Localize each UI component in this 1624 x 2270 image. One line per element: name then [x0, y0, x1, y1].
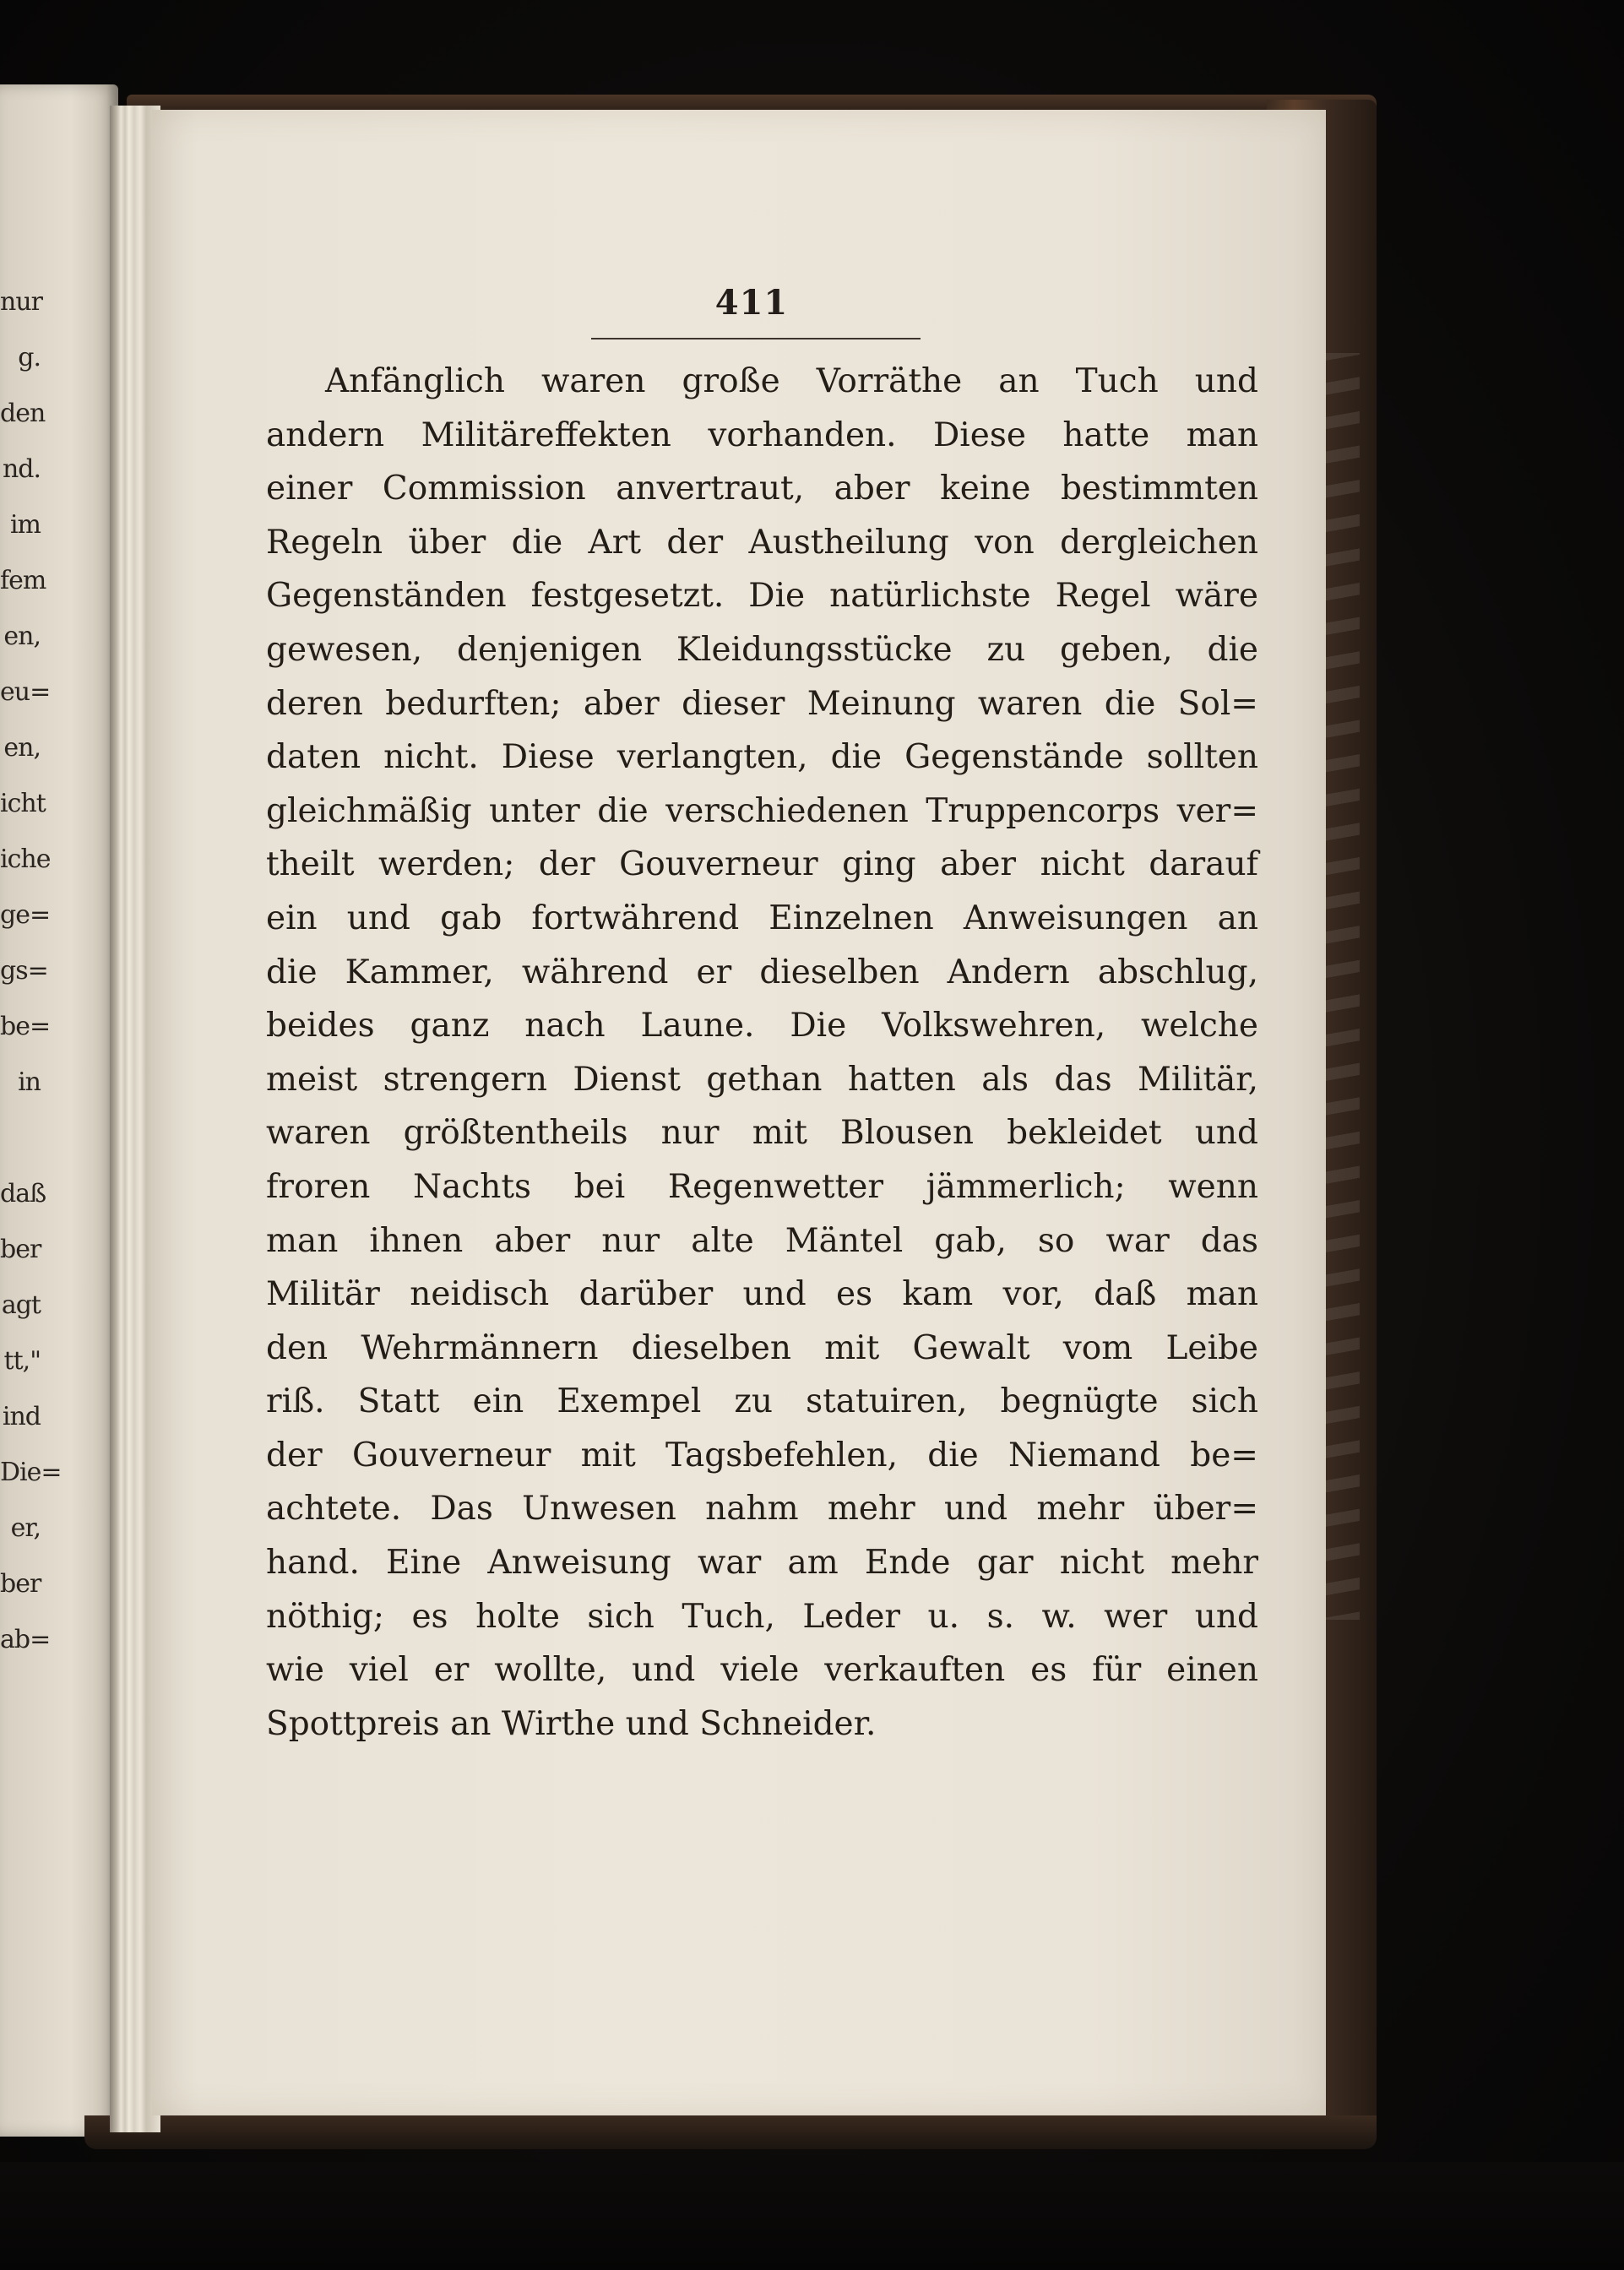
text-line: ein und gab fortwährend Einzelnen Anweisungen an	[266, 899, 1258, 937]
left-page-text-fragment: im	[9, 510, 41, 540]
left-page-text-fragment: ab=	[0, 1625, 51, 1654]
text-line: beides ganz nach Laune. Die Volkswehren, welche	[266, 1007, 1258, 1045]
left-page-text-fragment: in	[18, 1067, 41, 1097]
left-page-text-fragment: nd.	[2, 454, 41, 484]
left-page-text-fragment: ge=	[0, 900, 51, 930]
text-line: gewesen, denjenigen Kleidungsstücke zu geben, die	[266, 630, 1258, 669]
left-page-text-fragment: gs=	[0, 956, 48, 986]
text-line: der Gouverneur mit Tagsbefehlen, die Niemand be=	[266, 1436, 1258, 1474]
left-page-text-fragment: icht	[0, 789, 46, 818]
text-line: wie viel er wollte, und viele verkauften es für einen	[266, 1651, 1258, 1690]
left-page-text-fragment: iche	[0, 844, 51, 874]
text-line: riß. Statt ein Exempel zu statuiren, begnügte sich	[266, 1382, 1258, 1421]
text-line: froren Nachts bei Regenwetter jämmerlich; wenn	[266, 1167, 1258, 1206]
page-number-rule	[591, 338, 921, 339]
left-page-text-fragment: tt,"	[3, 1346, 41, 1376]
left-page-text-fragment: er,	[10, 1513, 41, 1543]
text-line: Gegenständen festgesetzt. Die natürlichste Regel wäre	[266, 577, 1258, 616]
left-page-text-fragment: ber	[0, 1569, 41, 1599]
text-line: daten nicht. Diese verlangten, die Gegenstände sollten	[266, 738, 1258, 777]
left-page-text-fragment: fem	[0, 566, 46, 595]
book-page	[152, 110, 1326, 2115]
text-line: man ihnen aber nur alte Mäntel gab, so war das	[266, 1221, 1258, 1260]
left-page-text-fragment: Die=	[0, 1458, 62, 1487]
left-page-text-fragment: daß	[0, 1179, 46, 1208]
left-page-text-fragment: en,	[3, 622, 41, 651]
text-line: andern Militäreffekten vorhanden. Diese hatte man	[266, 415, 1258, 454]
dark-cloth-background	[0, 2162, 1624, 2270]
left-page-text-fragment: en,	[3, 733, 41, 763]
cover-board-bottom-edge	[84, 2115, 1377, 2149]
text-line: meist strengern Dienst gethan hatten als das Militär,	[266, 1060, 1258, 1099]
left-page-text-fragment: ber	[0, 1235, 41, 1264]
text-line: deren bedurften; aber dieser Meinung waren die Sol=	[266, 684, 1258, 723]
text-line: theilt werden; der Gouverneur ging aber nicht darauf	[266, 845, 1258, 884]
text-line: den Wehrmännern dieselben mit Gewalt vom Leibe	[266, 1328, 1258, 1367]
left-page-text-fragment: be=	[0, 1012, 51, 1041]
text-line: die Kammer, während er dieselben Andern abschlug,	[266, 953, 1258, 991]
text-line: achtete. Das Unwesen nahm mehr und mehr über=	[266, 1490, 1258, 1529]
text-line: Militär neidisch darüber und es kam vor, daß man	[266, 1275, 1258, 1314]
text-line: waren größtentheils nur mit Blousen bekleidet und	[266, 1114, 1258, 1153]
left-page-text-fragment: eu=	[0, 677, 51, 707]
left-page-text-fragment: agt	[1, 1290, 41, 1320]
text-line: Spottpreis an Wirthe und Schneider.	[266, 1704, 877, 1743]
text-line: einer Commission anvertraut, aber keine bestimmten	[266, 470, 1258, 508]
left-facing-page	[0, 84, 118, 2137]
left-page-text-fragment: ind	[2, 1402, 41, 1431]
text-line: nöthig; es holte sich Tuch, Leder u. s. w. wer und	[266, 1597, 1258, 1636]
left-page-text-fragment: nur	[0, 287, 42, 317]
text-line: Regeln über die Art der Austheilung von dergleichen	[266, 523, 1258, 562]
text-line: gleichmäßig unter die verschiedenen Truppencorps ver=	[266, 791, 1258, 830]
left-page-text-fragment: den	[0, 399, 46, 428]
body-text	[266, 355, 1258, 1751]
text-line: hand. Eine Anweisung war am Ende gar nicht mehr	[266, 1544, 1258, 1583]
left-page-text-fragment: g.	[18, 343, 41, 372]
text-line: Anfänglich waren große Vorräthe an Tuch und	[325, 362, 1258, 400]
page-number: 411	[714, 283, 789, 323]
